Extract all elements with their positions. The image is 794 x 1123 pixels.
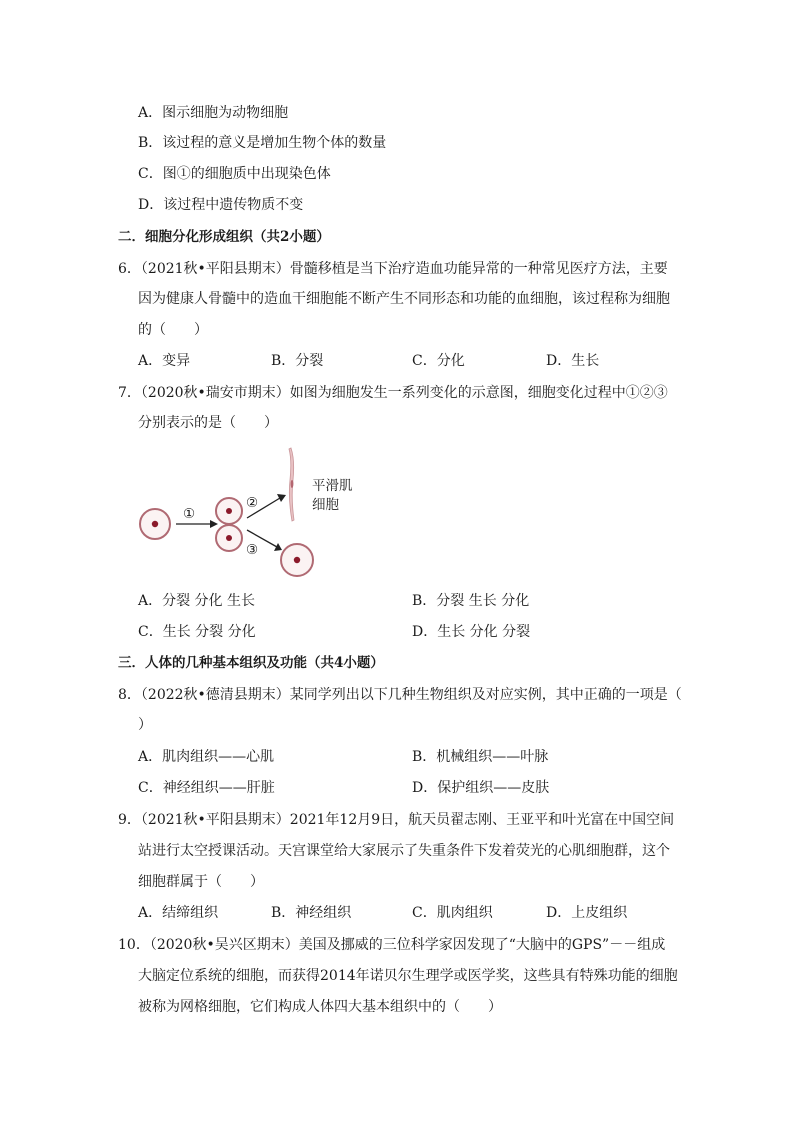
q10-line-3: 被称为网格细胞，它们构成人体四大基本组织中的（ ） [138, 999, 502, 1015]
q9-line-1: 9．（2021秋•平阳县期末）2021年12月9日，航天员翟志刚、王亚平和叶光富在中国空间 [118, 812, 675, 828]
q7-option-c: C．生长 分裂 分化 [138, 624, 256, 640]
q8-option-b: B．机械组织——叶脉 [412, 749, 549, 765]
q5-option-d: D．该过程中遗传物质不变 [138, 197, 304, 213]
smooth-muscle-cell [289, 448, 294, 521]
divided-cell-top [216, 498, 242, 524]
starting-cell [140, 509, 170, 539]
step-2-label: ② [246, 495, 259, 511]
step-1-label: ① [183, 506, 196, 522]
grown-cell [281, 544, 313, 576]
q7-line-2: 分别表示的是（ ） [138, 415, 278, 431]
q9-line-3: 细胞群属于（ ） [138, 874, 264, 890]
section-heading-3: 三．人体的几种基本组织及功能（共4小题） [118, 655, 384, 671]
q7-line-1: 7．（2020秋•瑞安市期末）如图为细胞发生一系列变化的示意图，细胞变化过程中①②③ [118, 385, 668, 401]
q8-option-c: C．神经组织——肝脏 [138, 780, 275, 796]
divided-cell-bottom [216, 525, 242, 551]
q7-option-a: A．分裂 分化 生长 [138, 593, 256, 609]
step-3-label: ③ [246, 542, 259, 558]
q6-line-1: 6．（2021秋•平阳县期末）骨髓移植是当下治疗造血功能异常的一种常见医疗方法，主要 [118, 261, 668, 277]
q5-option-b: B．该过程的意义是增加生物个体的数量 [138, 135, 387, 151]
q9-option-a: A．结缔组织 [138, 905, 219, 921]
q6-line-3: 的（ ） [138, 322, 208, 338]
q8-option-d: D．保护组织——皮肤 [412, 780, 550, 796]
q9-option-d: D．上皮组织 [546, 905, 628, 921]
q6-option-d: D．生长 [546, 353, 600, 369]
q7-option-b: B．分裂 生长 分化 [412, 593, 530, 609]
q8-line-2: ） [138, 717, 152, 733]
q6-option-c: C．分化 [412, 353, 465, 369]
q9-option-c: C．肌肉组织 [412, 905, 493, 921]
q9-line-2: 站进行太空授课活动。天宫课堂给大家展示了失重条件下发着荧光的心肌细胞群，这个 [138, 843, 670, 859]
smooth-muscle-label-line-2: 细胞 [312, 497, 339, 513]
q5-option-a: A．图示细胞为动物细胞 [138, 105, 289, 121]
q8-option-a: A．肌肉组织——心肌 [138, 749, 275, 765]
q7-option-d: D．生长 分化 分裂 [412, 624, 531, 640]
q6-line-2: 因为健康人骨髓中的造血干细胞能不断产生不同形态和功能的血细胞，该过程称为细胞 [138, 291, 670, 307]
cell-division-differentiation-diagram [130, 440, 370, 590]
q9-option-b: B．神经组织 [271, 905, 352, 921]
section-heading-2: 二．细胞分化形成组织（共2小题） [118, 229, 330, 245]
smooth-muscle-label-line-1: 平滑肌 [312, 478, 353, 494]
q10-line-1: 10．（2020秋•吴兴区期末）美国及挪威的三位科学家因发现了“大脑中的GPS”－－组成 [118, 937, 666, 953]
q6-option-a: A．变异 [138, 353, 191, 369]
q10-line-2: 大脑定位系统的细胞，而获得2014年诺贝尔生理学或医学奖，这些具有特殊功能的细胞 [138, 968, 678, 984]
q8-line-1: 8．（2022秋•德清县期末）某同学列出以下几种生物组织及对应实例，其中正确的一项是（ [118, 687, 682, 703]
q6-option-b: B．分裂 [271, 353, 324, 369]
q5-option-c: C．图①的细胞质中出现染色体 [138, 166, 331, 182]
